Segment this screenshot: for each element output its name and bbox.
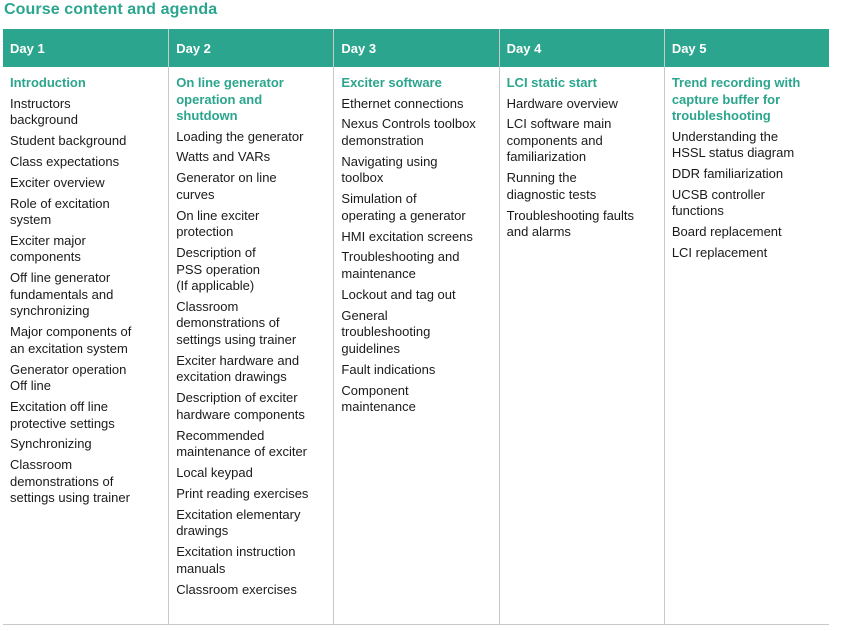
agenda-item: LCI replacement [671,245,768,261]
agenda-item: Understanding the HSSL status diagram [671,128,795,160]
day-column [664,29,829,624]
day-topic: Introduction [10,75,86,90]
day-header: Day 1 [3,29,168,67]
agenda-item: Recommended maintenance of exciter [176,427,307,460]
agenda-item: On line exciter protection [176,207,260,240]
day-body [334,67,498,624]
day-column [3,29,168,624]
agenda-item: Exciter hardware and excitation drawings [176,352,300,385]
agenda-item: Hardware overview [506,95,618,111]
agenda-items [10,96,162,507]
agenda-item: Instructors background [10,95,78,127]
agenda-item: Excitation elementary drawings [176,506,301,539]
agenda-item: Classroom demonstrations of settings using trainer [10,457,130,506]
agenda-item: HMI excitation screens [341,228,473,244]
agenda-item: Nexus Controls toolbox demonstration [341,116,476,148]
agenda-item: Class expectations [10,153,120,169]
day-body [500,67,664,624]
agenda-item: Major components of an excitation system [10,324,132,356]
agenda-item: DDR familiarization [671,165,784,181]
agenda-items [341,96,492,416]
agenda-item: Board replacement [671,224,782,240]
agenda-item: Loading the generator [176,128,304,144]
day-topic: LCI static start [506,75,597,90]
agenda-item: Print reading exercises [176,485,309,501]
agenda-items [176,129,327,599]
day-body [3,67,168,624]
agenda-table [3,29,829,624]
agenda-item: Off line generator fundamentals and synchronizing [10,270,114,319]
day-header: Day 3 [334,29,498,67]
agenda-item: Lockout and tag out [341,286,456,302]
day-column [499,29,664,624]
agenda-item: Fault indications [341,361,436,377]
day-column [333,29,498,624]
day-topic: On line generator operation and shutdown [176,75,284,123]
agenda-items [672,129,823,262]
agenda-item: Description of exciter hardware components [176,390,305,422]
agenda-item: Ethernet connections [341,95,464,111]
day-body [665,67,829,624]
agenda-item: Troubleshooting faults and alarms [506,207,635,240]
agenda-item: Generator on line curves [176,170,277,202]
agenda-item: Running the diagnostic tests [506,170,597,202]
agenda-item: Exciter major components [10,232,86,265]
agenda-item: LCI software main components and familiarization [506,116,612,165]
page-title: Course content and agenda [4,1,218,18]
agenda-item: Generator operation Off line [10,361,127,394]
agenda-item: Troubleshooting and maintenance [341,249,460,281]
bottom-divider [3,624,829,625]
day-header: Day 2 [169,29,333,67]
agenda-item: Component maintenance [341,382,416,415]
agenda-item: Excitation instruction manuals [176,544,296,576]
agenda-item: Role of excitation system [10,195,110,228]
day-header: Day 4 [500,29,664,67]
agenda-item: Local keypad [176,465,253,481]
agenda-item: Description of PSS operation (If applicable) [176,245,261,294]
agenda-item: Simulation of operating a generator [341,191,466,223]
agenda-item: General troubleshooting guidelines [341,307,431,356]
agenda-item: Watts and VARs [176,149,271,165]
agenda-item: Classroom demonstrations of settings using trainer [176,298,297,347]
agenda-item: UCSB controller functions [671,186,766,219]
agenda-item: Exciter overview [10,174,105,190]
day-column [168,29,333,624]
agenda-items [507,96,658,241]
day-topic: Trend recording with capture buffer for troubleshooting [671,75,801,123]
agenda-item: Excitation off line protective settings [10,399,115,431]
agenda-item: Student background [10,132,127,148]
day-topic: Exciter software [341,75,442,90]
day-body [169,67,333,624]
agenda-item: Navigating using toolbox [341,153,438,186]
agenda-item: Classroom exercises [176,581,297,597]
day-header: Day 5 [665,29,829,67]
agenda-item: Synchronizing [10,436,92,452]
